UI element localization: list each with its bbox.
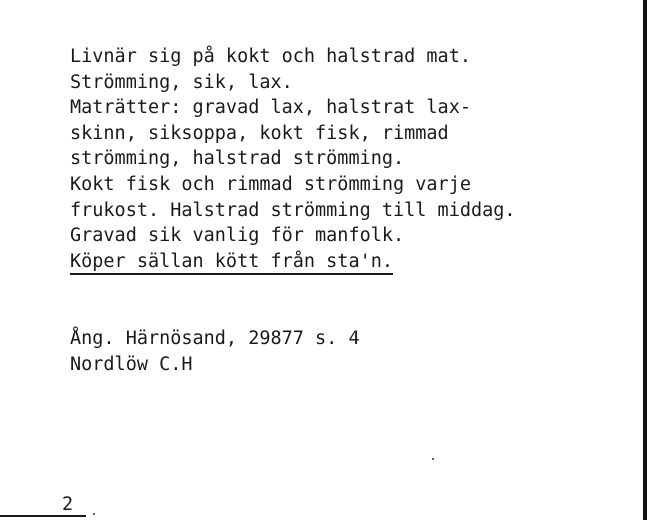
page-number: 2 [62, 494, 74, 515]
text-line: skinn, siksoppa, kokt fisk, rimmad [70, 122, 449, 144]
underlined-text: Köper sällan kött från sta'n. [70, 251, 393, 275]
text-line: frukost. Halstrad strömming till middag. [70, 199, 516, 221]
text-line: Gravad sik vanlig för manfolk. [70, 225, 405, 247]
page-number-rule [0, 515, 86, 517]
text-line: strömming, halstrad strömming. [70, 148, 405, 170]
source-location: Ång. Härnösand, 29877 s. 4 [70, 328, 360, 349]
card-edge [643, 0, 647, 520]
ink-speck [432, 458, 434, 460]
ink-speck [93, 513, 95, 515]
source-informant: Nordlöw C.H [70, 353, 193, 375]
text-line: Maträtter: gravad lax, halstrat lax- [70, 97, 471, 119]
text-line: Livnär sig på kokt och halstrad mat. [70, 46, 471, 67]
text-line: Strömming, sik, lax. [70, 71, 293, 93]
card-body-text [70, 44, 516, 274]
text-line: Kokt fisk och rimmad strömming varje [70, 173, 471, 195]
text-line-underlined [70, 249, 516, 275]
source-block [70, 326, 360, 377]
